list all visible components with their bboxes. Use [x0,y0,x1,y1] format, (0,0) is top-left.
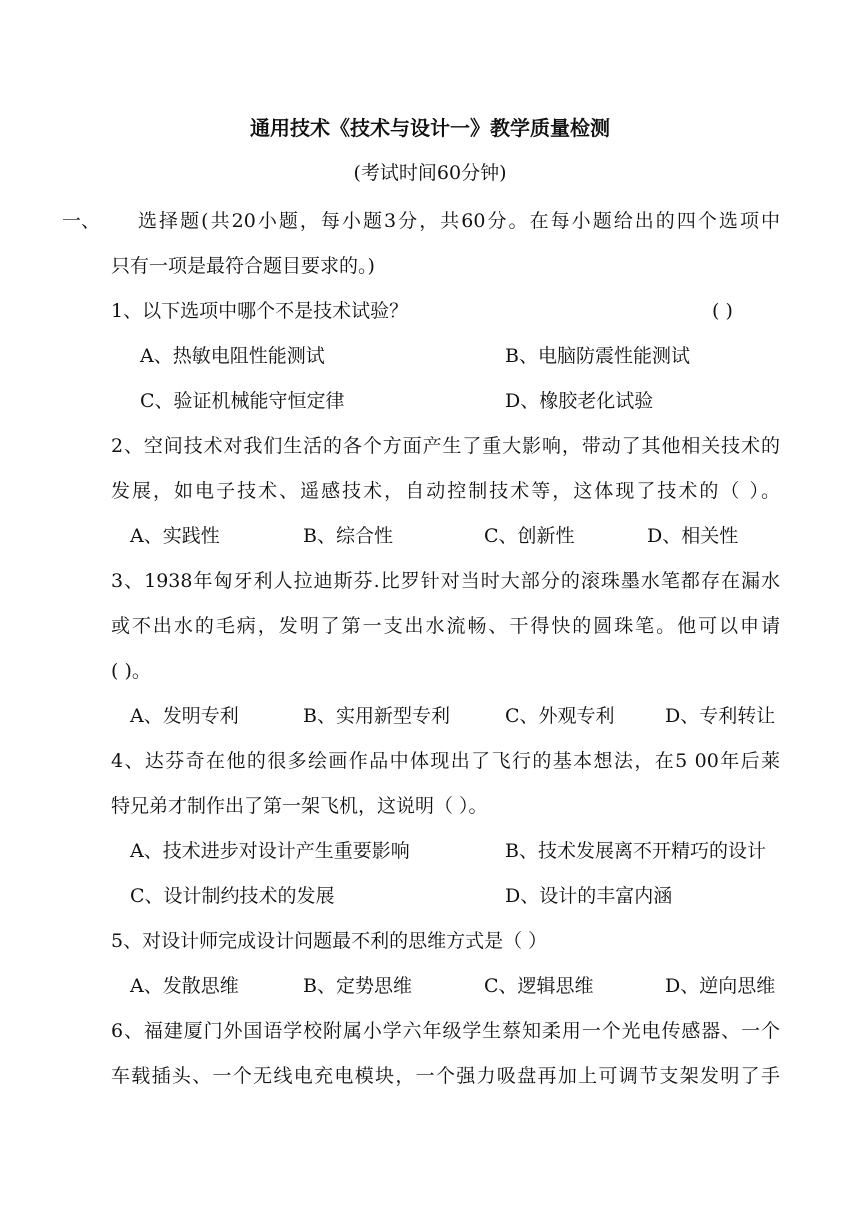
question-2-stem-line1: 2、空间技术对我们生活的各个方面产生了重大影响，带动了其他相关技术的 [111,435,780,457]
question-1-option-b: B、电脑防震性能测试 [505,345,690,367]
question-1-option-d: D、橡胶老化试验 [505,390,654,412]
question-2-option-c: C、创新性 [484,525,575,547]
section-number: 一、 [62,210,101,232]
question-2-stem-line2: 发展，如电子技术、遥感技术，自动控制技术等，这体现了技术的（ ）。 [111,480,780,502]
question-1-option-a: A、热敏电阻性能测试 [140,345,325,367]
question-1-answer-blank: ( ) [712,300,733,322]
question-2-option-a: A、实践性 [130,525,220,547]
question-4-stem-line1: 4、达芬奇在他的很多绘画作品中体现出了飞行的基本想法，在5 00年后莱 [111,750,780,772]
question-5-option-b: B、定势思维 [303,975,412,997]
question-4-option-a: A、技术进步对设计产生重要影响 [130,840,410,862]
question-3-stem-line2: 或不出水的毛病，发明了第一支出水流畅、干得快的圆珠笔。他可以申请 [111,615,780,637]
question-3-option-d: D、专利转让 [665,705,776,727]
question-2-option-d: D、相关性 [647,525,739,547]
question-5-option-c: C、逻辑思维 [484,975,594,997]
question-5-option-d: D、逆向思维 [665,975,776,997]
question-3-stem-line1: 3、1938年匈牙利人拉迪斯芬.比罗针对当时大部分的滚珠墨水笔都存在漏水 [111,570,780,592]
section-instructions-line2: 只有一项是最符合题目要求的。) [111,255,375,277]
question-6-stem-line2: 车载插头、一个无线电充电模块，一个强力吸盘再加上可调节支架发明了手 [111,1065,780,1087]
question-4-stem-line2: 特兄弟才制作出了第一架飞机，这说明（ ）。 [111,795,488,817]
question-2-option-b: B、综合性 [303,525,393,547]
question-3-answer-blank: ( )。 [111,660,151,682]
question-5-stem: 5、对设计师完成设计问题最不利的思维方式是（ ） [111,930,548,952]
question-1-option-c: C、验证机械能守恒定律 [140,390,345,412]
page-title: 通用技术《技术与设计一》教学质量检测 [250,116,610,140]
question-3-option-b: B、实用新型专利 [303,705,450,727]
question-4-option-c: C、设计制约技术的发展 [130,885,335,907]
question-3-option-a: A、发明专利 [130,705,239,727]
question-4-option-b: B、技术发展离不开精巧的设计 [505,840,766,862]
question-1-stem: 1、以下选项中哪个不是技术试验？ [111,300,409,322]
exam-duration: (考试时间60分钟) [353,162,507,184]
question-6-stem-line1: 6、福建厦门外国语学校附属小学六年级学生蔡知柔用一个光电传感器、一个 [111,1020,780,1042]
question-5-option-a: A、发散思维 [130,975,239,997]
question-4-option-d: D、设计的丰富内涵 [505,885,673,907]
section-instructions-line1: 选择题(共20小题，每小题3分，共60分。在每小题给出的四个选项中 [138,210,780,232]
question-3-option-c: C、外观专利 [505,705,615,727]
